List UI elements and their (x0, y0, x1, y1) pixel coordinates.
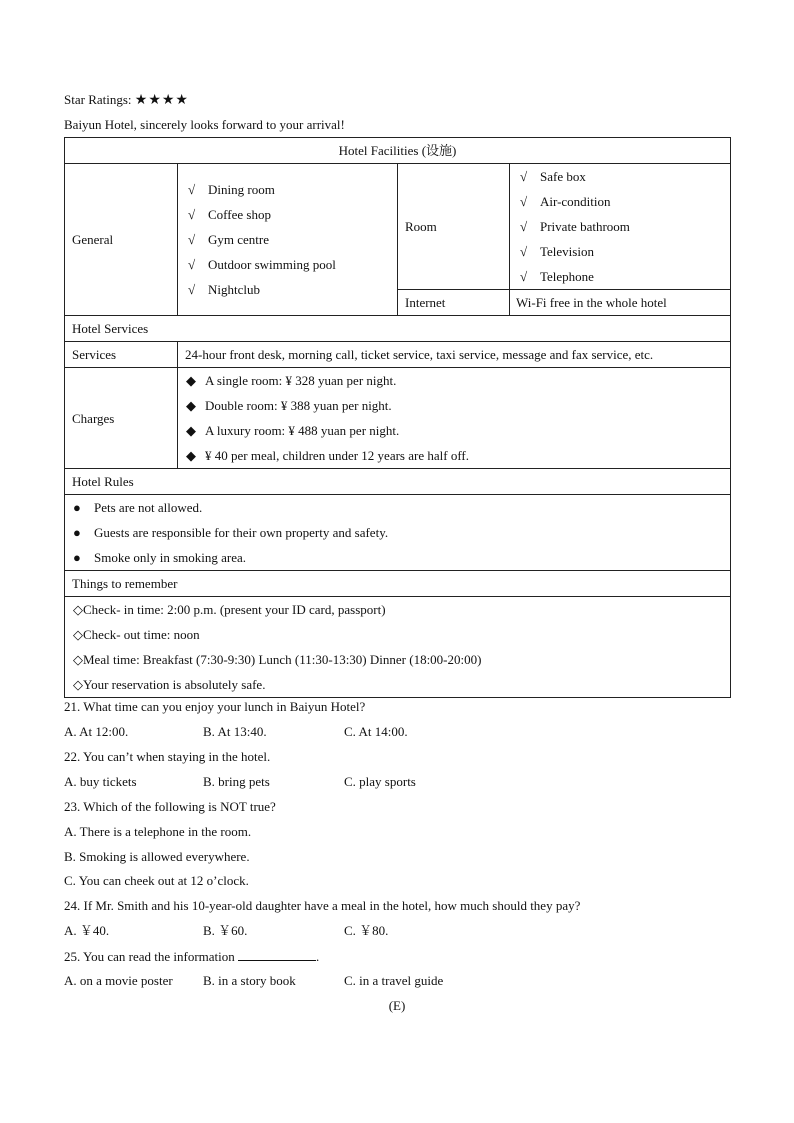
option-c: C. in a travel guide (344, 973, 444, 988)
check-icon: √ (520, 169, 528, 184)
general-items (178, 164, 398, 316)
facilities-title: Hotel Facilities (设施) (65, 138, 731, 164)
remember-item: ◇Meal time: Breakfast (7:30-9:30) Lunch (11:30-13:30) Dinner (18:00-20:00) (73, 652, 482, 667)
welcome-text: Baiyun Hotel, sincerely looks forward to your arrival! (64, 117, 345, 132)
check-icon: √ (188, 282, 196, 297)
charge-item: ◆ A single room: ¥ 328 yuan per night. (186, 368, 730, 393)
bullet-dot-icon: ● (73, 550, 81, 565)
question-21: 21. What time can you enjoy your lunch in Baiyun Hotel? (64, 699, 366, 714)
diamond-bullet-icon: ◆ (186, 373, 196, 388)
room-item: √ Air-condition (520, 189, 730, 214)
diamond-bullet-icon: ◆ (186, 423, 196, 438)
check-icon: √ (188, 257, 196, 272)
option-a: A. buy tickets (64, 774, 137, 789)
internet-label: Internet (398, 290, 510, 316)
option-b: B. ￥60. (203, 923, 248, 938)
rule-item: ● Pets are not allowed. (73, 495, 730, 520)
option-a: A. There is a telephone in the room. (64, 824, 252, 839)
bullet-dot-icon: ● (73, 525, 81, 540)
services-label: Services (65, 342, 178, 368)
rule-item: ● Smoke only in smoking area. (73, 545, 730, 570)
charge-item: ◆ ¥ 40 per meal, children under 12 years are half off. (186, 443, 730, 468)
check-icon: √ (188, 182, 196, 197)
section-label: (E) (388, 998, 406, 1013)
room-item: √ Safe box (520, 164, 730, 189)
star-ratings (64, 93, 189, 107)
general-item: √ Outdoor swimming pool (188, 252, 397, 277)
diamond-bullet-icon: ◆ (186, 398, 196, 413)
internet-value: Wi-Fi free in the whole hotel (510, 290, 731, 316)
option-a: A. on a movie poster (64, 973, 173, 988)
remember-item: ◇Check- in time: 2:00 p.m. (present your ID card, passport) (73, 602, 386, 617)
services-title: Hotel Services (65, 316, 731, 342)
question-22: 22. You can’t when staying in the hotel. (64, 749, 271, 764)
remember-item: ◇Your reservation is absolutely safe. (73, 677, 266, 692)
room-item: √ Private bathroom (520, 214, 730, 239)
check-icon: √ (520, 244, 528, 259)
option-b: B. At 13:40. (203, 724, 267, 739)
services-value: 24-hour front desk, morning call, ticket service, taxi service, message and fax service, etc. (178, 342, 731, 368)
rules-title: Hotel Rules (65, 469, 731, 495)
check-icon: √ (520, 194, 528, 209)
question-25: 25. You can read the information . (64, 949, 320, 964)
general-item: √ Gym centre (188, 227, 397, 252)
rules-list (65, 495, 731, 571)
option-c: C. ￥80. (344, 923, 389, 938)
room-items (510, 164, 731, 290)
question-23: 23. Which of the following is NOT true? (64, 799, 276, 814)
check-icon: √ (520, 219, 528, 234)
option-b: B. Smoking is allowed everywhere. (64, 849, 250, 864)
option-c: C. At 14:00. (344, 724, 408, 739)
star-ratings-label: Star Ratings: (64, 92, 132, 107)
check-icon: √ (520, 269, 528, 284)
option-b: B. in a story book (203, 973, 296, 988)
remember-item: ◇Check- out time: noon (73, 627, 200, 642)
rule-item: ● Guests are responsible for their own property and safety. (73, 520, 730, 545)
room-label: Room (398, 164, 510, 290)
bullet-dot-icon: ● (73, 500, 81, 515)
charge-item: ◆ Double room: ¥ 388 yuan per night. (186, 393, 730, 418)
general-item: √ Nightclub (188, 277, 397, 302)
general-label: General (65, 164, 178, 316)
general-item: √ Coffee shop (188, 202, 397, 227)
room-item: √ Television (520, 239, 730, 264)
hotel-info-table (64, 137, 731, 698)
option-b: B. bring pets (203, 774, 270, 789)
general-item: √ Dining room (188, 177, 397, 202)
option-c: C. You can cheek out at 12 o’clock. (64, 873, 249, 888)
option-a: A. At 12:00. (64, 724, 129, 739)
remember-title: Things to remember (65, 571, 731, 597)
charge-item: ◆ A luxury room: ¥ 488 yuan per night. (186, 418, 730, 443)
check-icon: √ (188, 232, 196, 247)
room-item: √ Telephone (520, 264, 730, 289)
diamond-bullet-icon: ◆ (186, 448, 196, 463)
option-a: A. ￥40. (64, 923, 110, 938)
star-icons: ★★★★ (134, 92, 189, 108)
remember-list (65, 597, 731, 698)
charges-label: Charges (65, 368, 178, 469)
answer-blank (238, 949, 316, 961)
question-24: 24. If Mr. Smith and his 10-year-old daughter have a meal in the hotel, how much should they pay? (64, 898, 581, 913)
option-c: C. play sports (344, 774, 416, 789)
check-icon: √ (188, 207, 196, 222)
charges-list (178, 368, 731, 469)
